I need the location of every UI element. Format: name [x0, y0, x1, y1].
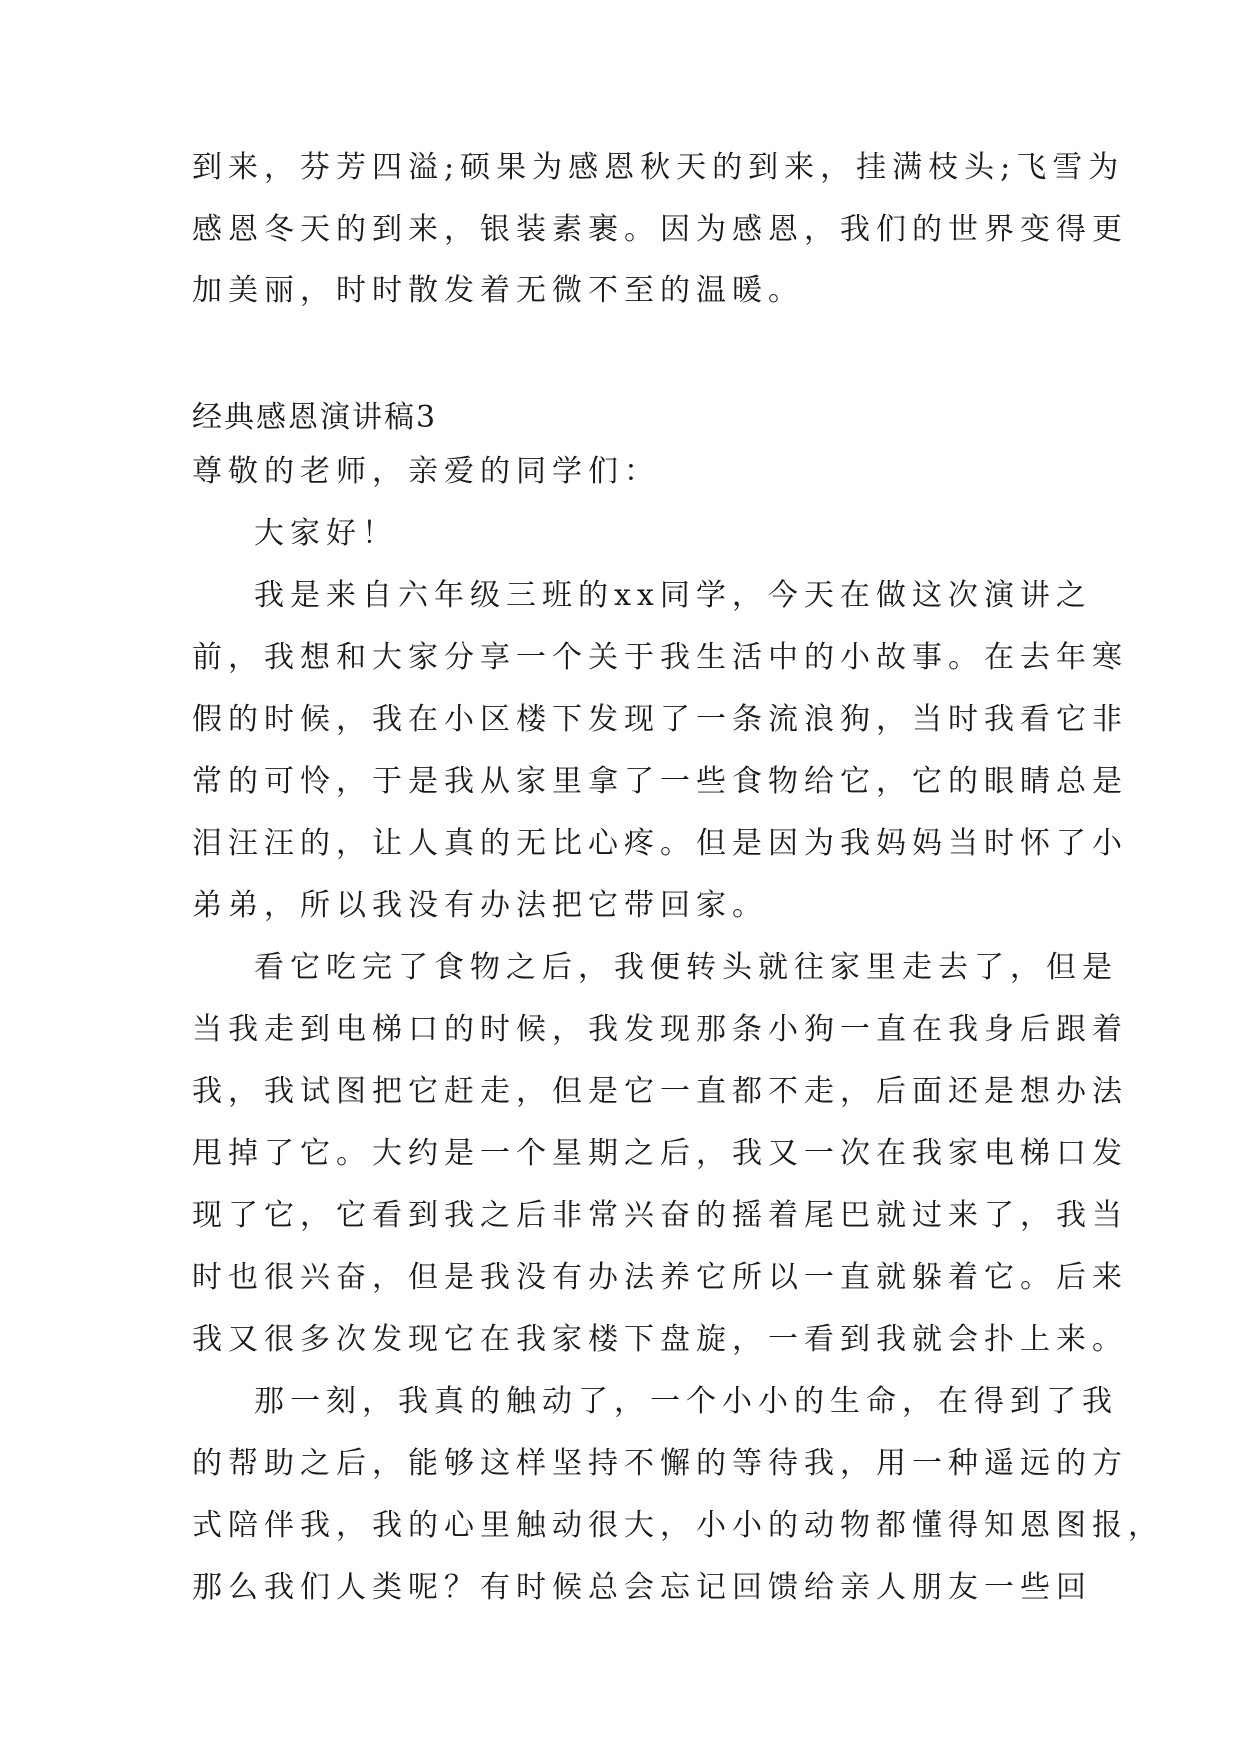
paragraph-2-line-1: 看它吃完了食物之后，我便转头就往家里走去了，但是	[254, 950, 1118, 985]
intro-line-1: 到来，芬芳四溢;硕果为感恩秋天的到来，挂满枝头;飞雪为	[192, 150, 1125, 185]
paragraph-2-line-6: 时也很兴奋，但是我没有办法养它所以一直就躲着它。后来	[192, 1260, 1128, 1295]
intro-line-2: 感恩冬天的到来，银装素裹。因为感恩，我们的世界变得更	[192, 212, 1128, 247]
section-heading: 经典感恩演讲稿3	[192, 400, 438, 435]
intro-line-3: 加美丽，时时散发着无微不至的温暖。	[192, 273, 804, 308]
paragraph-3-line-1: 那一刻，我真的触动了，一个小小的生命，在得到了我	[254, 1384, 1118, 1419]
paragraph-1-line-2: 前，我想和大家分享一个关于我生活中的小故事。在去年寒	[192, 640, 1128, 675]
paragraph-3-line-4: 那么我们人类呢？有时候总会忘记回馈给亲人朋友一些回	[192, 1570, 1092, 1605]
paragraph-1-line-1: 我是来自六年级三班的xx同学，今天在做这次演讲之	[254, 578, 1092, 613]
paragraph-1-line-5: 泪汪汪的，让人真的无比心疼。但是因为我妈妈当时怀了小	[192, 826, 1128, 861]
paragraph-2-line-3: 我，我试图把它赶走，但是它一直都不走，后面还是想办法	[192, 1074, 1128, 1109]
paragraph-2-line-7: 我又很多次发现它在我家楼下盘旋，一看到我就会扑上来。	[192, 1322, 1128, 1357]
paragraph-1-line-3: 假的时候，我在小区楼下发现了一条流浪狗，当时我看它非	[192, 702, 1128, 737]
paragraph-3-line-3: 式陪伴我，我的心里触动很大，小小的动物都懂得知恩图报，	[192, 1508, 1164, 1543]
paragraph-2-line-2: 当我走到电梯口的时候，我发现那条小狗一直在我身后跟着	[192, 1012, 1128, 1047]
greeting: 大家好！	[254, 516, 398, 551]
paragraph-2-line-4: 甩掉了它。大约是一个星期之后，我又一次在我家电梯口发	[192, 1136, 1128, 1171]
paragraph-2-line-5: 现了它，它看到我之后非常兴奋的摇着尾巴就过来了，我当	[192, 1198, 1128, 1233]
paragraph-1-line-4: 常的可怜，于是我从家里拿了一些食物给它，它的眼睛总是	[192, 764, 1128, 799]
paragraph-3-line-2: 的帮助之后，能够这样坚持不懈的等待我，用一种遥远的方	[192, 1446, 1128, 1481]
paragraph-1-line-6: 弟弟，所以我没有办法把它带回家。	[192, 888, 768, 923]
salutation: 尊敬的老师，亲爱的同学们：	[192, 454, 660, 489]
